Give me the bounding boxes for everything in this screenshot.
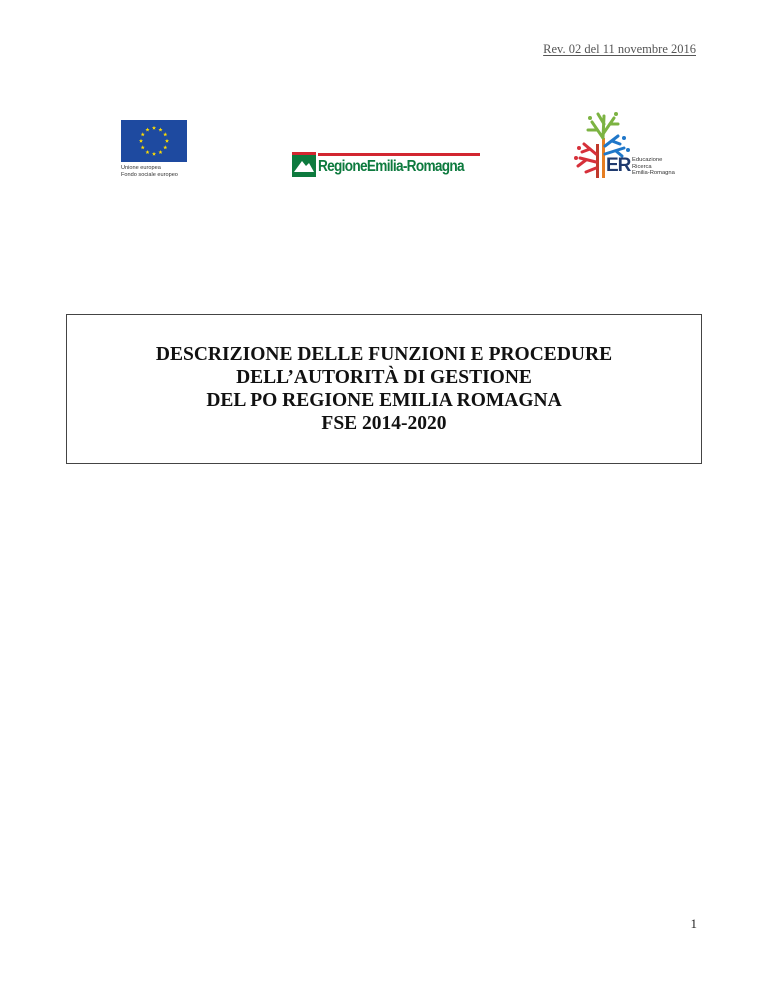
eu-star bbox=[141, 145, 145, 149]
eu-caption-line2: Fondo sociale europeo bbox=[121, 172, 178, 178]
page-number: 1 bbox=[690, 916, 697, 931]
eu-star bbox=[145, 128, 149, 132]
eu-star bbox=[158, 150, 162, 154]
title-line-3: DEL PO REGIONE EMILIA ROMAGNA bbox=[206, 390, 562, 411]
er-caption-line2: Ricerca bbox=[632, 163, 652, 170]
eu-star bbox=[165, 139, 169, 143]
eu-caption bbox=[121, 165, 187, 179]
er-caption bbox=[632, 157, 675, 177]
eu-star bbox=[163, 132, 167, 136]
eu-flag-icon bbox=[121, 120, 187, 162]
er-letters: ER bbox=[606, 155, 631, 176]
title-line-2: DELL’AUTORITÀ DI GESTIONE bbox=[236, 367, 532, 388]
title-line-1: DESCRIZIONE DELLE FUNZIONI E PROCEDURE bbox=[155, 344, 613, 365]
title-line-4: FSE 2014-2020 bbox=[321, 413, 447, 434]
eu-star bbox=[152, 152, 156, 156]
regione-logo-text: RegioneEmilia-Romagna bbox=[318, 158, 464, 175]
document-title-box bbox=[66, 314, 702, 464]
eu-star bbox=[163, 145, 167, 149]
eu-caption-line1: Unione europea bbox=[121, 165, 161, 171]
revision-note: Rev. 02 del 11 novembre 2016 bbox=[543, 42, 696, 56]
eu-logo bbox=[121, 120, 187, 179]
eu-star bbox=[152, 126, 156, 130]
regione-accent-line bbox=[318, 153, 480, 156]
eu-star bbox=[139, 139, 143, 143]
regione-emilia-romagna-icon bbox=[292, 152, 316, 177]
eu-star bbox=[141, 132, 145, 136]
regione-logo bbox=[292, 151, 480, 179]
er-logo bbox=[570, 108, 700, 184]
er-caption-line3: Emilia-Romagna bbox=[632, 170, 675, 177]
eu-star bbox=[145, 150, 149, 154]
eu-stars-icon bbox=[121, 120, 187, 162]
eu-star bbox=[158, 128, 162, 132]
er-caption-line1: Educazione bbox=[632, 157, 663, 163]
